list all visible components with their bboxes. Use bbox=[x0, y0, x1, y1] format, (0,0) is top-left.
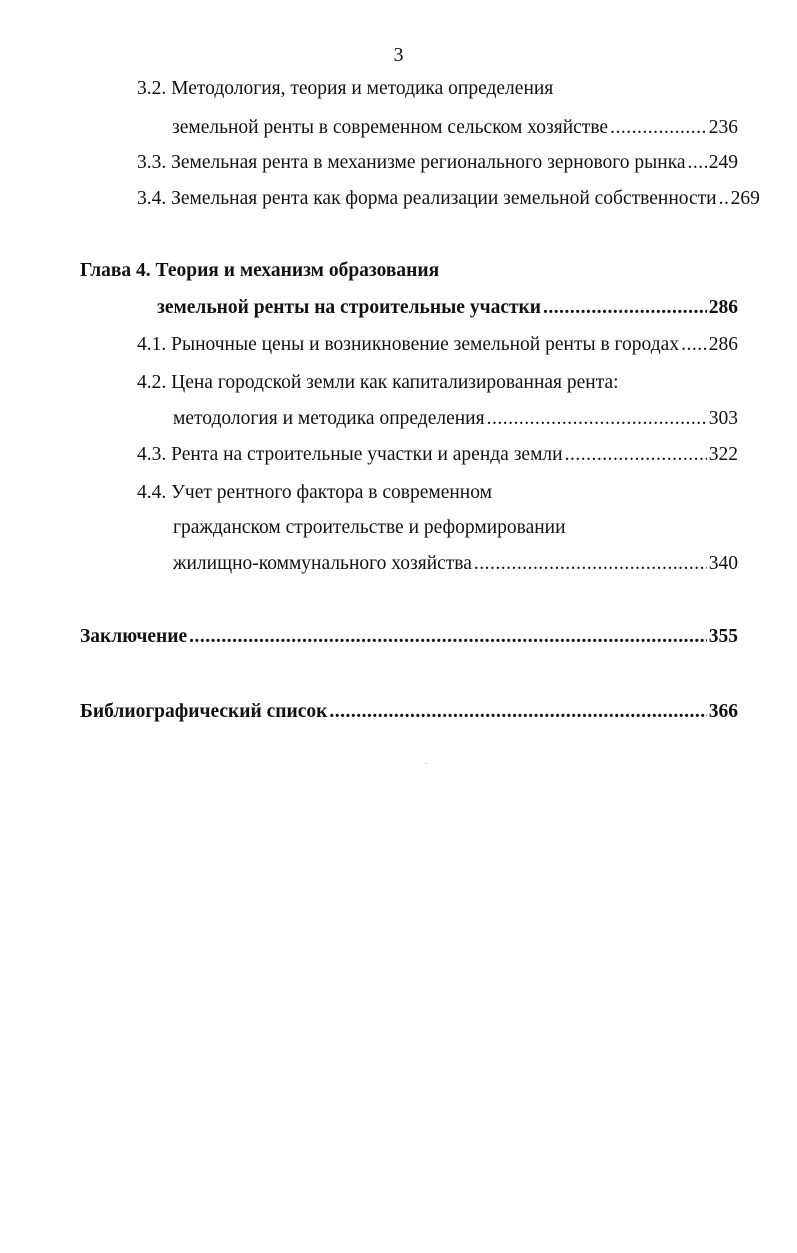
dot-leader bbox=[719, 186, 729, 212]
toc-entry-4-1[interactable] bbox=[137, 332, 738, 358]
toc-entry-text: 4.3. Рента на строительные участки и аренда земли bbox=[137, 444, 563, 465]
toc-entry-text: 3.3. Земельная рента в механизме регионального зернового рынка bbox=[137, 152, 686, 173]
toc-entry-3-2-line-2[interactable] bbox=[172, 115, 738, 141]
toc-page-number: 340 bbox=[708, 553, 738, 574]
toc-page-number: 249 bbox=[708, 152, 738, 173]
toc-entry-3-2-line-1 bbox=[137, 76, 553, 102]
toc-entry-text: 4.4. Учет рентного фактора в современном bbox=[137, 482, 492, 503]
toc-entry-4-2-line-2[interactable] bbox=[173, 406, 738, 432]
toc-page-number: 286 bbox=[708, 334, 738, 355]
dot-leader bbox=[610, 115, 707, 141]
conclusion-title: Заключение bbox=[80, 626, 188, 647]
toc-page-number: 355 bbox=[708, 626, 738, 647]
toc-page-number: 322 bbox=[708, 444, 738, 465]
dot-leader bbox=[688, 150, 707, 176]
dot-leader bbox=[565, 442, 707, 468]
toc-entry-text: 3.4. Земельная рента как форма реализации земельной собственности bbox=[137, 188, 717, 209]
toc-entry-text: 3.2. Методология, теория и методика определения bbox=[137, 78, 554, 99]
toc-bibliography[interactable] bbox=[80, 699, 738, 725]
dot-leader bbox=[329, 699, 706, 725]
toc-conclusion[interactable] bbox=[80, 624, 738, 650]
dot-leader bbox=[681, 332, 707, 358]
toc-entry-text: гражданском строительстве и реформировании bbox=[173, 517, 566, 538]
dot-leader bbox=[543, 295, 707, 321]
toc-entry-text: методология и методика определения bbox=[173, 408, 485, 429]
chapter-title: Глава 4. Теория и механизм образования bbox=[80, 260, 440, 281]
toc-page-number: 269 bbox=[730, 188, 760, 209]
toc-page-number: 286 bbox=[708, 297, 738, 318]
toc-entry-text: 4.2. Цена городской земли как капитализированная рента: bbox=[137, 372, 619, 393]
dot-leader bbox=[474, 551, 707, 577]
bibliography-title: Библиографический список bbox=[80, 701, 328, 722]
chapter-title: земельной ренты на строительные участки bbox=[157, 297, 542, 318]
toc-entry-4-2-line-1 bbox=[137, 370, 619, 396]
dot-leader bbox=[487, 406, 707, 432]
toc-page-number: 236 bbox=[708, 117, 738, 138]
toc-entry-4-3[interactable] bbox=[137, 442, 738, 468]
toc-page-number: 303 bbox=[708, 408, 738, 429]
toc-entry-text: земельной ренты в современном сельском хозяйстве bbox=[172, 117, 609, 138]
toc-entry-4-4-line-2 bbox=[173, 515, 566, 541]
toc-entry-4-4-line-1 bbox=[137, 480, 492, 506]
toc-entry-4-4-line-3[interactable] bbox=[173, 551, 738, 577]
toc-entry-text: жилищно-коммунального хозяйства bbox=[173, 553, 472, 574]
toc-entry-3-4[interactable] bbox=[137, 186, 760, 212]
toc-chapter-4-line-2[interactable] bbox=[157, 295, 738, 321]
toc-chapter-4-line-1 bbox=[80, 258, 439, 284]
toc-entry-text: 4.1. Рыночные цены и возникновение земельной ренты в городах bbox=[137, 334, 680, 355]
toc-entry-3-3[interactable] bbox=[137, 150, 738, 176]
scan-speck bbox=[425, 763, 427, 764]
page-number: 3 bbox=[393, 44, 404, 66]
dot-leader bbox=[189, 624, 707, 650]
toc-page-number: 366 bbox=[708, 701, 738, 722]
